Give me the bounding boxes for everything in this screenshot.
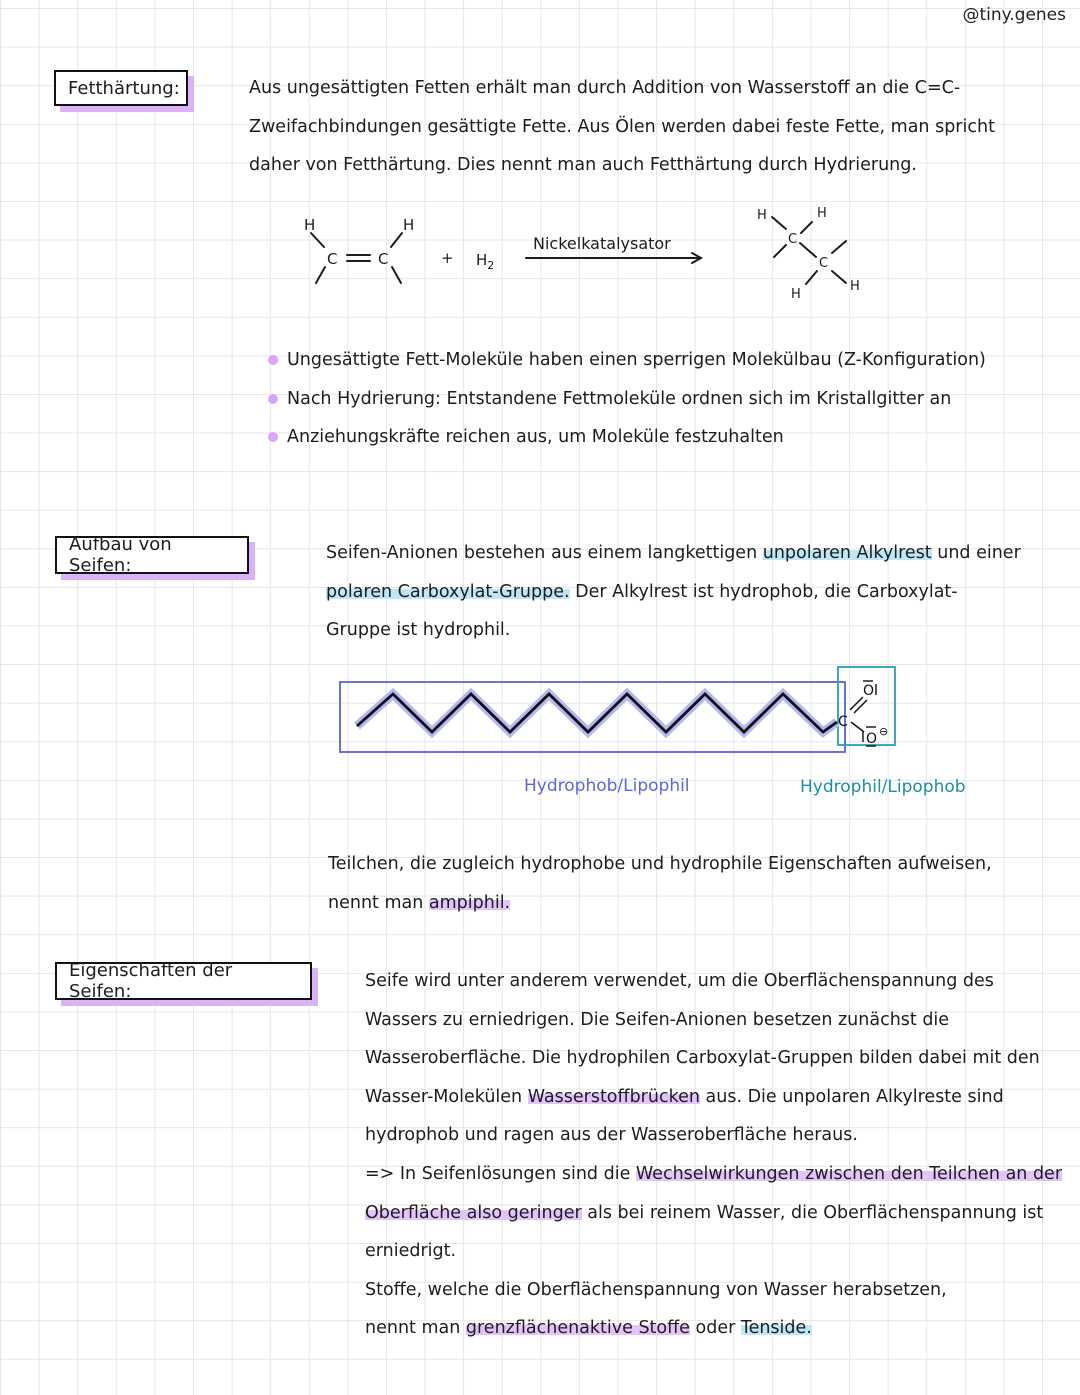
carboxyl-c: C [838,714,848,730]
oxygen-anion: O [866,731,878,747]
atom-h: H [403,216,415,234]
fetthaertung-paragraph [249,69,995,185]
paragraph-line: Wasser-Molekülen Wasserstoffbrücken aus. Die unpolaren Alkylreste sind [365,1086,1004,1107]
paragraph-line: Seifen-Anionen bestehen aus einem langkettigen unpolaren Alkylrest und einer [326,543,1021,563]
paragraph-line: Stoffe, welche die Oberflächenspannung von Wasser herabsetzen, [365,1279,947,1300]
paragraph-line: Wasseroberfläche. Die hydrophilen Carboxylat-Gruppen bilden dabei mit den [365,1048,1040,1069]
aufbau-paragraph [326,534,1021,650]
paragraph-line: nennt man grenzflächenaktive Stoffe oder Tenside. [365,1318,812,1339]
section-label-eigenschaften: Eigenschaften der Seifen: [55,962,312,1000]
hydrogen-h2: $H_2$ [476,251,495,272]
paragraph-line: => In Seifenlösungen sind die Wechselwirkungen zwischen den Teilchen an der [365,1163,1063,1184]
highlight-grenzflaechenaktiv: grenzflächenaktive Stoffe [465,1318,690,1339]
atom-h: H [817,206,827,221]
negative-charge: ⊖ [879,725,889,738]
paragraph-line: Aus ungesättigten Fetten erhält man durch Addition von Wasserstoff an die C=C- [249,78,961,98]
list-item: Ungesättigte Fett-Moleküle haben einen sperrigen Molekülbau (Z-Konfiguration) [268,341,986,380]
eigenschaften-paragraph [365,962,1062,1348]
atom-c: C [378,250,389,268]
author-handle: @tiny.genes [962,5,1066,25]
atom-c: C [327,250,338,268]
section-label-fetthaertung: Fetthärtung: [54,70,188,106]
paragraph-line: erniedrigt. [365,1241,457,1262]
highlight-oberflaeche: Oberfläche also geringer [365,1202,582,1223]
atom-c: C [819,256,829,271]
atom-h: H [850,279,860,294]
highlight-tenside: Tenside. [740,1318,812,1339]
catalyst-label: Nickelkatalysator [533,234,671,253]
hydrogenation-reaction-scheme [290,195,890,310]
paragraph-line: Zweifachbindungen gesättigte Fette. Aus Ölen werden dabei feste Fette, man spricht [249,116,995,137]
label-hydrophob: Hydrophob/Lipophil [524,776,690,796]
paragraph-line: nennt man ampiphil. [328,892,511,913]
paragraph-line: Oberfläche also geringer als bei reinem Wasser, die Oberflächenspannung ist [365,1202,1044,1223]
soap-anion-diagram [335,660,905,760]
oxygen-double-bond: O [863,683,875,699]
highlight-wasserstoffbruecken: Wasserstoffbrücken [527,1086,700,1107]
paragraph-line: Gruppe ist hydrophil. [326,620,511,641]
list-item: Nach Hydrierung: Entstandene Fettmoleküle ordnen sich im Kristallgitter an [268,380,986,419]
atom-c: C [788,232,798,247]
paragraph-line: daher von Fetthärtung. Dies nennt man auch Fetthärtung durch Hydrierung. [249,155,917,176]
paragraph-line: Seife wird unter anderem verwendet, um die Oberflächenspannung des [365,971,994,991]
label-hydrophil: Hydrophil/Lipophob [800,777,966,797]
highlight-ampiphil: ampiphil. [428,892,511,913]
atom-h: H [304,216,316,234]
paragraph-line: polaren Carboxylat-Gruppe. Der Alkylrest ist hydrophob, die Carboxylat- [326,581,958,602]
paragraph-line: Wassers zu erniedrigen. Die Seifen-Anionen besetzen zunächst die [365,1009,950,1030]
plus-sign: + [441,249,454,267]
highlight-polar: polaren Carboxylat-Gruppe. [326,581,570,602]
amphiphil-paragraph [328,845,992,922]
list-item: Anziehungskräfte reichen aus, um Moleküle festzuhalten [268,418,986,457]
highlight-unpolar: unpolaren Alkylrest [762,543,932,563]
fetthaertung-bullet-list [268,341,986,457]
section-label-aufbau: Aufbau von Seifen: [55,536,249,574]
paragraph-line: hydrophob und ragen aus der Wasseroberfläche heraus. [365,1125,858,1146]
atom-h: H [791,287,801,302]
atom-h: H [757,208,767,223]
highlight-wechselwirkungen: Wechselwirkungen zwischen den Teilchen an der [635,1163,1063,1184]
paragraph-line: Teilchen, die zugleich hydrophobe und hydrophile Eigenschaften aufweisen, [328,854,992,874]
